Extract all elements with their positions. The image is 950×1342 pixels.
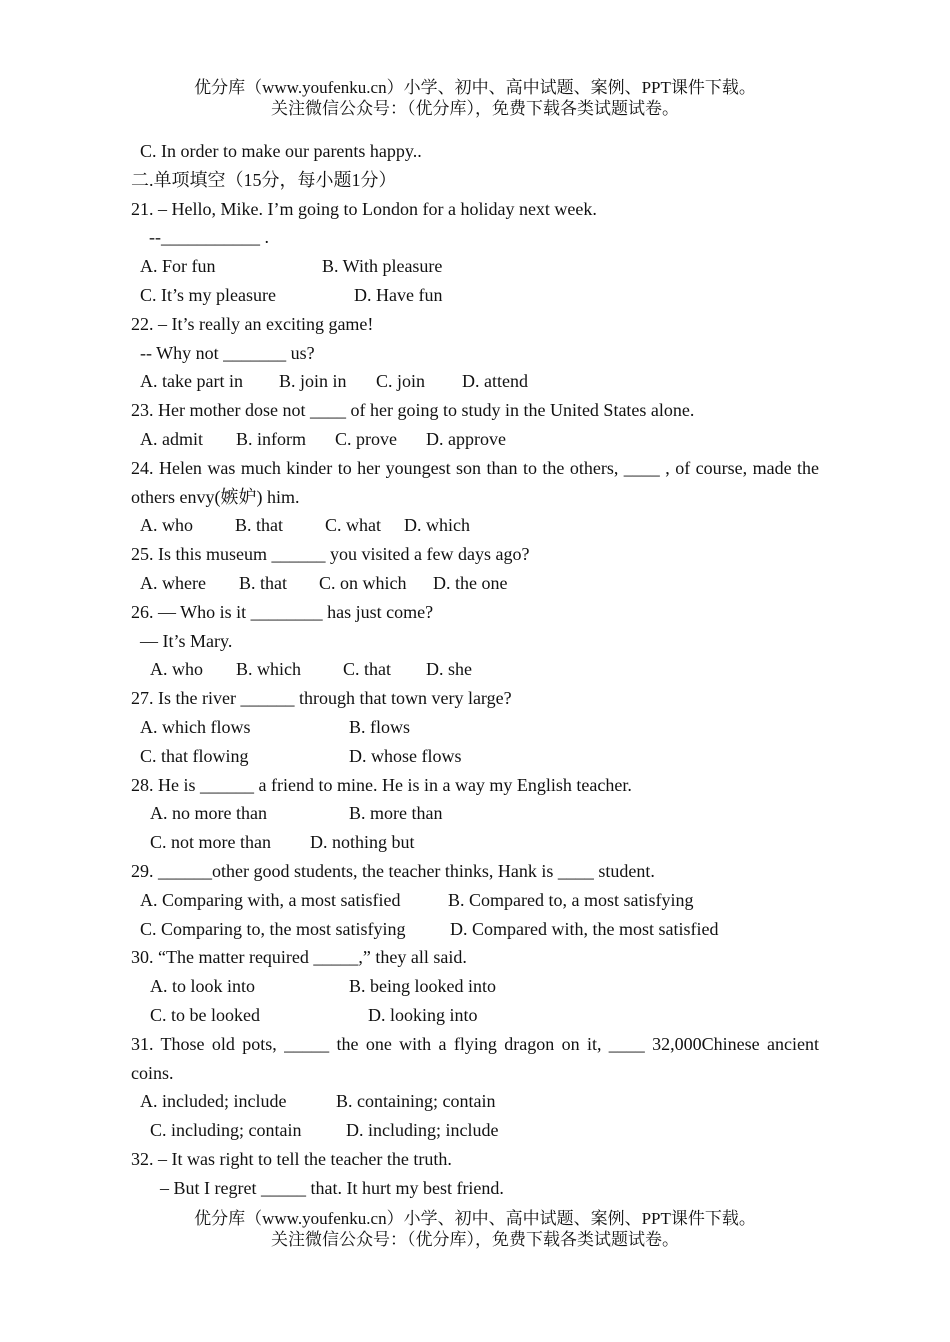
q26-options bbox=[131, 655, 819, 684]
q27-option-c: C. that flowing bbox=[140, 745, 249, 766]
q30-option-d: D. looking into bbox=[368, 1004, 478, 1025]
q29-options-row1 bbox=[131, 886, 819, 915]
q29-option-c: C. Comparing to, the most satisfying bbox=[140, 918, 406, 939]
q28-option-a: A. no more than bbox=[150, 803, 267, 824]
q22-option-c: C. join bbox=[376, 371, 426, 392]
q22-stem: 22. – It’s really an exciting game! bbox=[131, 313, 374, 334]
q28-option-b: B. more than bbox=[349, 803, 443, 824]
q31-option-b: B. containing; contain bbox=[336, 1091, 496, 1112]
q22-reply: -- Why not _______ us? bbox=[140, 342, 315, 363]
footer-line-2: 关注微信公众号：（优分库），免费下载各类试题试卷。 bbox=[271, 1230, 679, 1249]
q28-option-d: D. nothing but bbox=[310, 832, 415, 853]
q25-option-c: C. on which bbox=[319, 572, 407, 593]
q24-option-b: B. that bbox=[235, 515, 283, 536]
q26-option-b: B. which bbox=[236, 659, 301, 680]
q27-option-b: B. flows bbox=[349, 716, 411, 737]
q24-option-c: C. what bbox=[325, 515, 381, 536]
q29-option-a: A. Comparing with, a most satisfied bbox=[140, 889, 401, 910]
q31-option-c: C. including; contain bbox=[150, 1120, 302, 1141]
q22-options bbox=[131, 367, 819, 396]
q24-stem: 24. Helen was much kinder to her youngest son than to the others, ____ , of course, made the others envy(嫉妒) him. bbox=[131, 457, 819, 507]
q31-options-row2 bbox=[131, 1116, 819, 1145]
q30-option-a: A. to look into bbox=[150, 976, 256, 997]
q31-option-d: D. including; include bbox=[346, 1120, 499, 1141]
q24-options bbox=[131, 511, 819, 540]
q28-stem: 28. He is ______ a friend to mine. He is in a way my English teacher. bbox=[131, 774, 632, 795]
q22-option-d: D. attend bbox=[462, 371, 528, 392]
q23-option-a: A. admit bbox=[140, 428, 203, 449]
q21-option-b: B. With pleasure bbox=[322, 256, 443, 277]
q23-option-b: B. inform bbox=[236, 428, 306, 449]
q27-options-row2 bbox=[131, 742, 819, 771]
q31-stem: 31. Those old pots, _____ the one with a flying dragon on it, ____ 32,000Chinese ancient coins. bbox=[131, 1033, 819, 1083]
q31-options-row1 bbox=[131, 1087, 819, 1116]
q28-options-row2 bbox=[131, 828, 819, 857]
q21-reply: --___________ . bbox=[149, 227, 269, 248]
q21-stem: 21. – Hello, Mike. I’m going to London for a holiday next week. bbox=[131, 198, 597, 219]
q31-option-a: A. included; include bbox=[140, 1091, 287, 1112]
footer-line-1: 优分库（www.youfenku.cn）小学、初中、高中试题、案例、PPT课件下载。 bbox=[194, 1209, 756, 1228]
q25-option-a: A. where bbox=[140, 572, 206, 593]
q27-option-a: A. which flows bbox=[140, 716, 251, 737]
q25-option-d: D. the one bbox=[433, 572, 508, 593]
q26-option-a: A. who bbox=[150, 659, 203, 680]
header-line-2: 关注微信公众号：（优分库），免费下载各类试题试卷。 bbox=[271, 99, 679, 118]
q27-stem: 27. Is the river ______ through that town very large? bbox=[131, 688, 512, 709]
q26-option-c: C. that bbox=[343, 659, 391, 680]
q21-option-d: D. Have fun bbox=[354, 284, 443, 305]
q26-stem: 26. — Who is it ________ has just come? bbox=[131, 601, 434, 622]
q21-options-row2 bbox=[131, 281, 819, 310]
q23-options bbox=[131, 425, 819, 454]
q28-option-c: C. not more than bbox=[150, 832, 271, 853]
q23-option-c: C. prove bbox=[335, 428, 397, 449]
q29-option-b: B. Compared to, a most satisfying bbox=[448, 889, 694, 910]
q23-stem: 23. Her mother dose not ____ of her going to study in the United States alone. bbox=[131, 400, 695, 421]
q25-options bbox=[131, 569, 819, 598]
q24-option-a: A. who bbox=[140, 515, 193, 536]
q29-options-row2 bbox=[131, 915, 819, 944]
q23-option-d: D. approve bbox=[426, 428, 506, 449]
q30-option-c: C. to be looked bbox=[150, 1004, 260, 1025]
page-header bbox=[0, 77, 950, 119]
q32-stem: 32. – It was right to tell the teacher the truth. bbox=[131, 1148, 452, 1169]
q30-stem: 30. “The matter required _____,” they all said. bbox=[131, 947, 467, 968]
q29-stem: 29. ______other good students, the teacher thinks, Hank is ____ student. bbox=[131, 860, 655, 881]
q27-option-d: D. whose flows bbox=[349, 745, 462, 766]
previous-option-c: C. In order to make our parents happy.. bbox=[140, 141, 422, 161]
q21-option-c: C. It’s my pleasure bbox=[140, 284, 276, 305]
q26-reply: — It’s Mary. bbox=[140, 630, 233, 651]
q27-options-row1 bbox=[131, 713, 819, 742]
q21-option-a: A. For fun bbox=[140, 256, 216, 277]
page-footer bbox=[0, 1208, 950, 1250]
section-title: 二.单项填空（15分，每小题1分） bbox=[131, 169, 397, 190]
exam-content bbox=[131, 137, 819, 1202]
q25-stem: 25. Is this museum ______ you visited a few days ago? bbox=[131, 544, 530, 565]
q29-option-d: D. Compared with, the most satisfied bbox=[450, 918, 719, 939]
q22-option-b: B. join in bbox=[279, 371, 347, 392]
q24-option-d: D. which bbox=[404, 515, 470, 536]
q21-options-row1 bbox=[131, 252, 819, 281]
q30-options-row2 bbox=[131, 1001, 819, 1030]
q32-reply: – But I regret _____ that. It hurt my best friend. bbox=[160, 1177, 504, 1198]
q28-options-row1 bbox=[131, 799, 819, 828]
header-line-1: 优分库（www.youfenku.cn）小学、初中、高中试题、案例、PPT课件下载。 bbox=[194, 78, 756, 97]
q25-option-b: B. that bbox=[239, 572, 287, 593]
q30-options-row1 bbox=[131, 972, 819, 1001]
q26-option-d: D. she bbox=[426, 659, 472, 680]
q30-option-b: B. being looked into bbox=[349, 976, 496, 997]
q22-option-a: A. take part in bbox=[140, 371, 243, 392]
